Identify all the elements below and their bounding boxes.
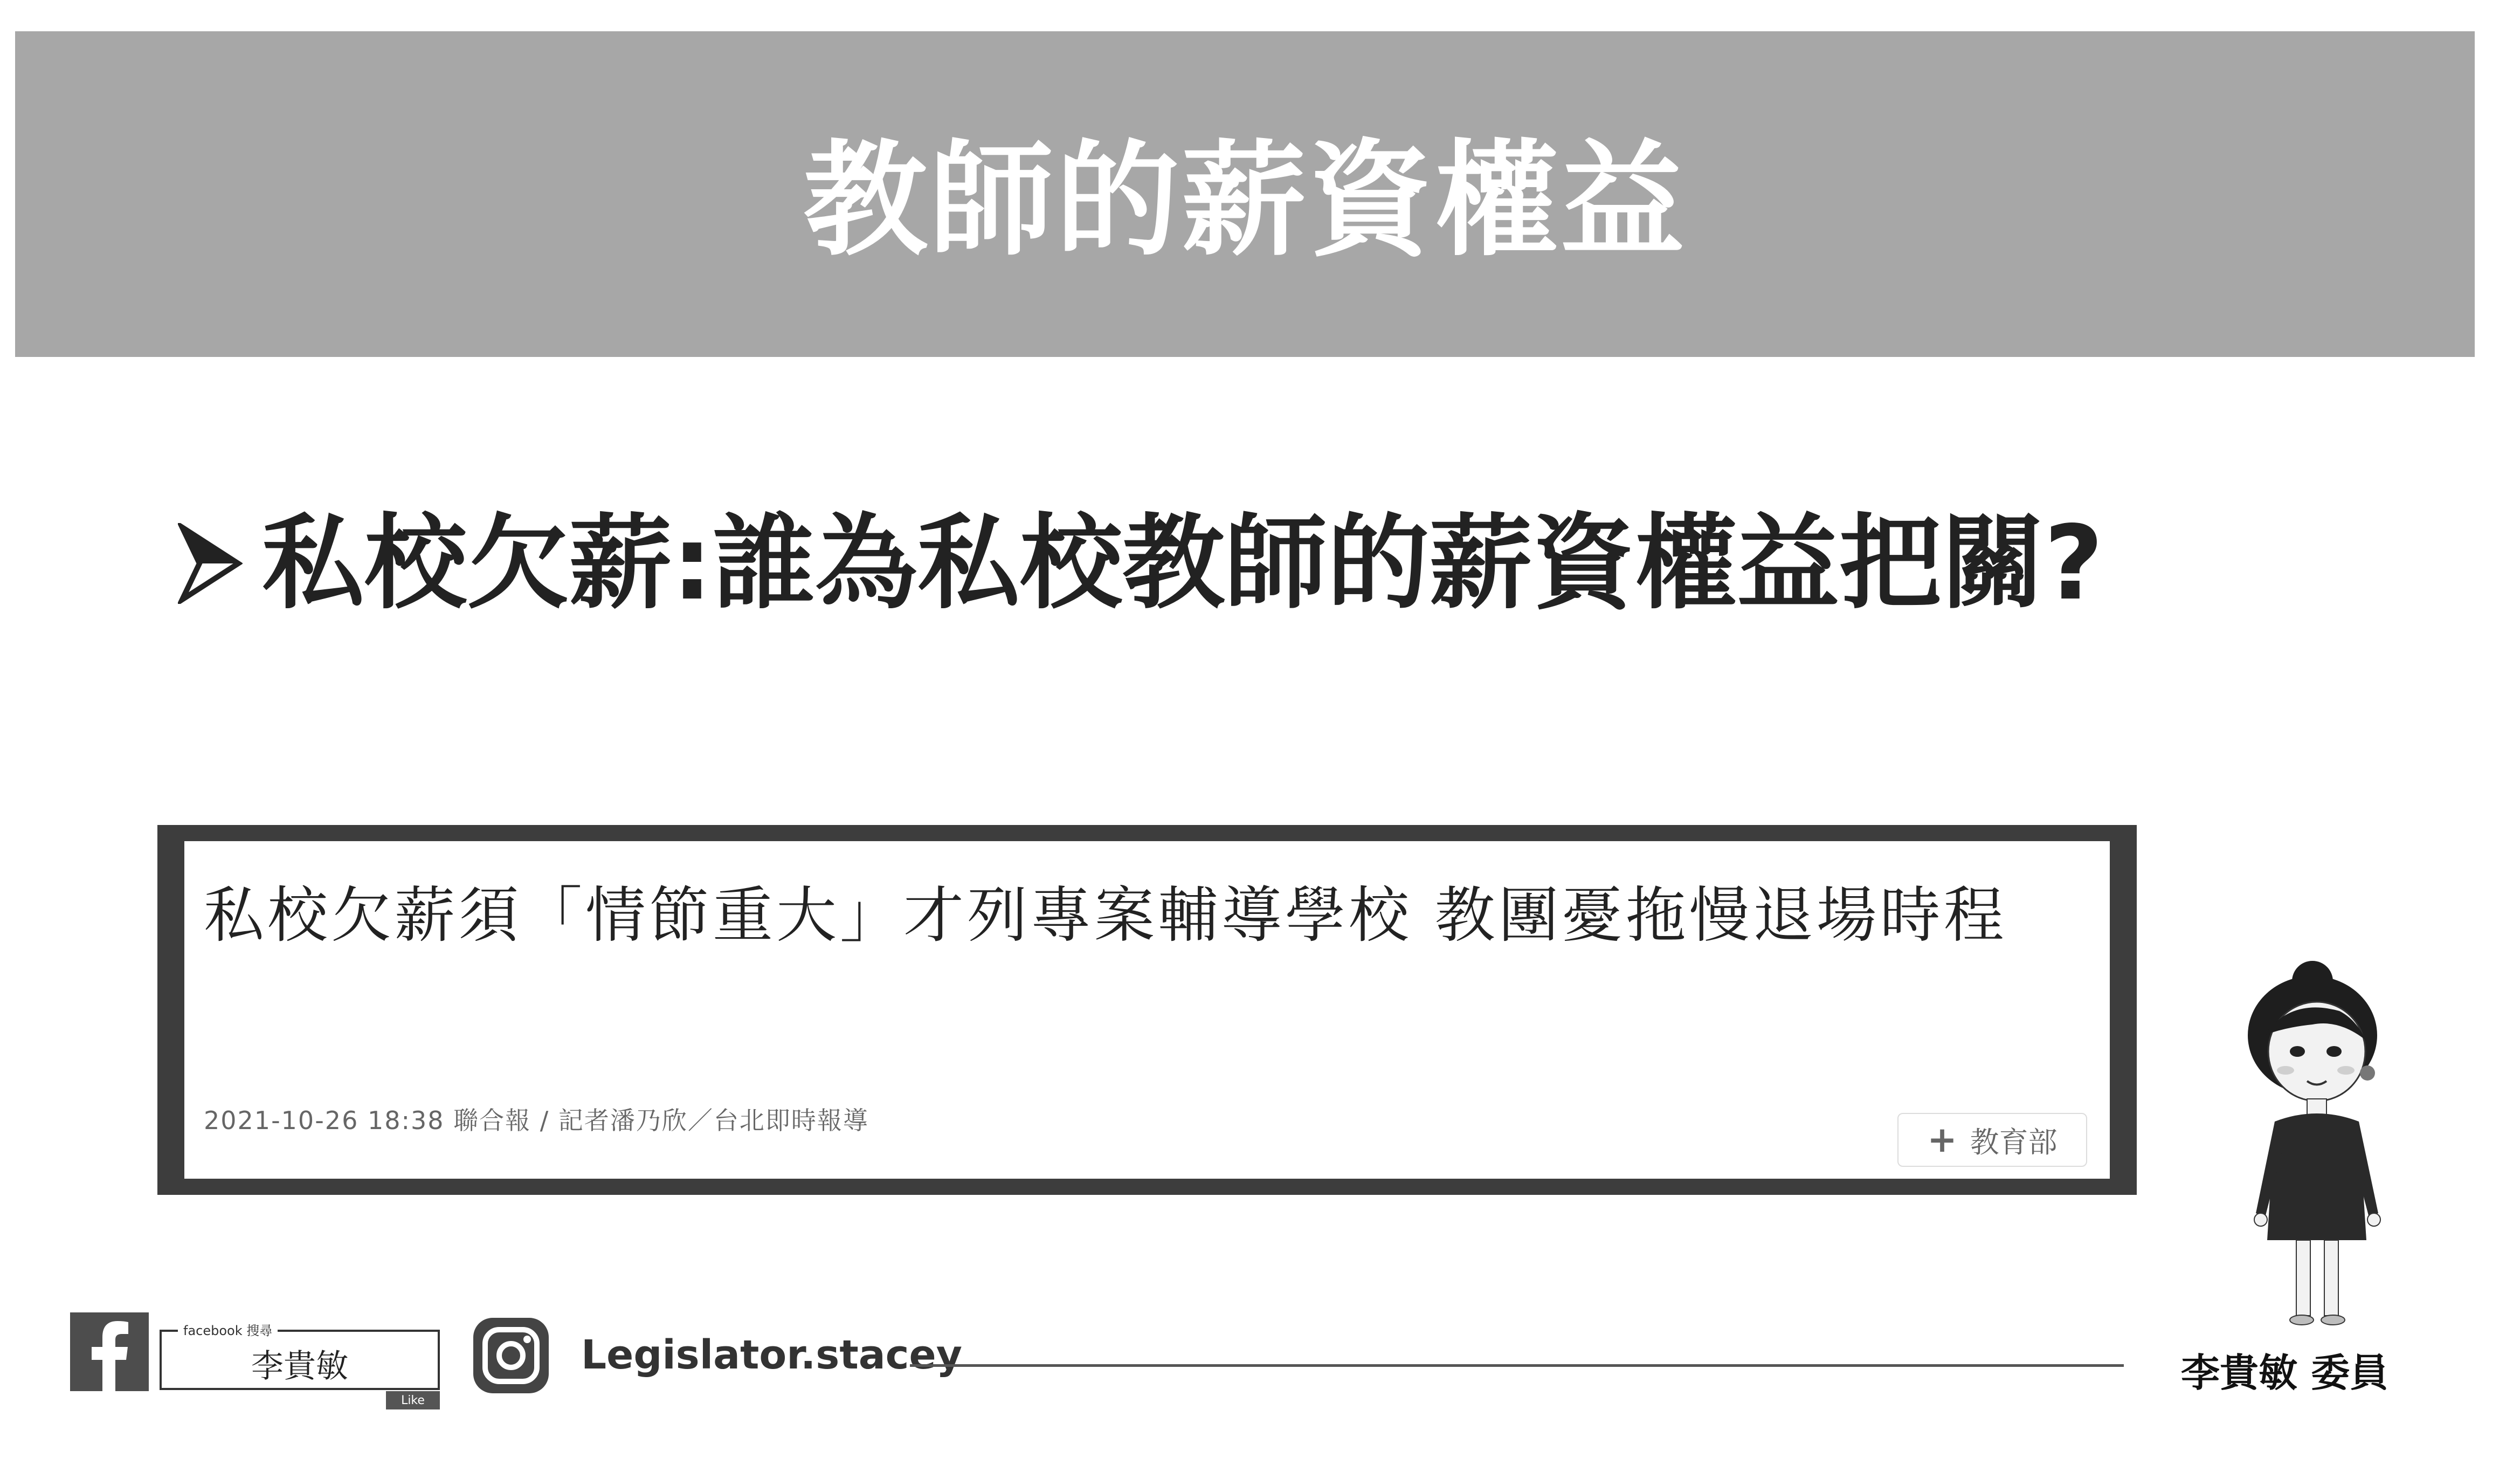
facebook-like-badge: Like	[386, 1391, 440, 1409]
instagram-handle[interactable]: Legislator.stacey	[581, 1332, 962, 1378]
cartoon-avatar	[2205, 960, 2431, 1337]
instagram-icon[interactable]	[471, 1316, 551, 1395]
news-tag-button[interactable]	[1897, 1113, 2087, 1167]
news-headline: 私校欠薪須「情節重大」才列專案輔導學校 教團憂拖慢退場時程	[204, 881, 2007, 951]
member-name: 李貴敏 委員	[2181, 1350, 2389, 1395]
news-clipping	[157, 825, 2137, 1195]
plus-icon: +	[1927, 1119, 1957, 1160]
facebook-name: 李貴敏	[251, 1347, 348, 1385]
news-meta: 2021-10-26 18:38 聯合報 / 記者潘乃欣／台北即時報導	[204, 1106, 869, 1135]
news-tag-label: 教育部	[1970, 1125, 2058, 1159]
facebook-search-label: facebook 搜尋	[178, 1320, 278, 1339]
bullet-heading	[178, 504, 2104, 623]
arrow-bullet-icon	[178, 523, 243, 604]
page-title: 教師的薪資權益	[803, 129, 1687, 273]
bullet-heading-text: 私校欠薪:誰為私校教師的薪資權益把關?	[262, 504, 2104, 623]
facebook-search-box[interactable]	[160, 1323, 440, 1407]
news-card	[184, 841, 2110, 1179]
title-banner	[15, 31, 2475, 357]
footer-divider	[910, 1364, 2124, 1367]
facebook-icon[interactable]	[70, 1312, 149, 1391]
